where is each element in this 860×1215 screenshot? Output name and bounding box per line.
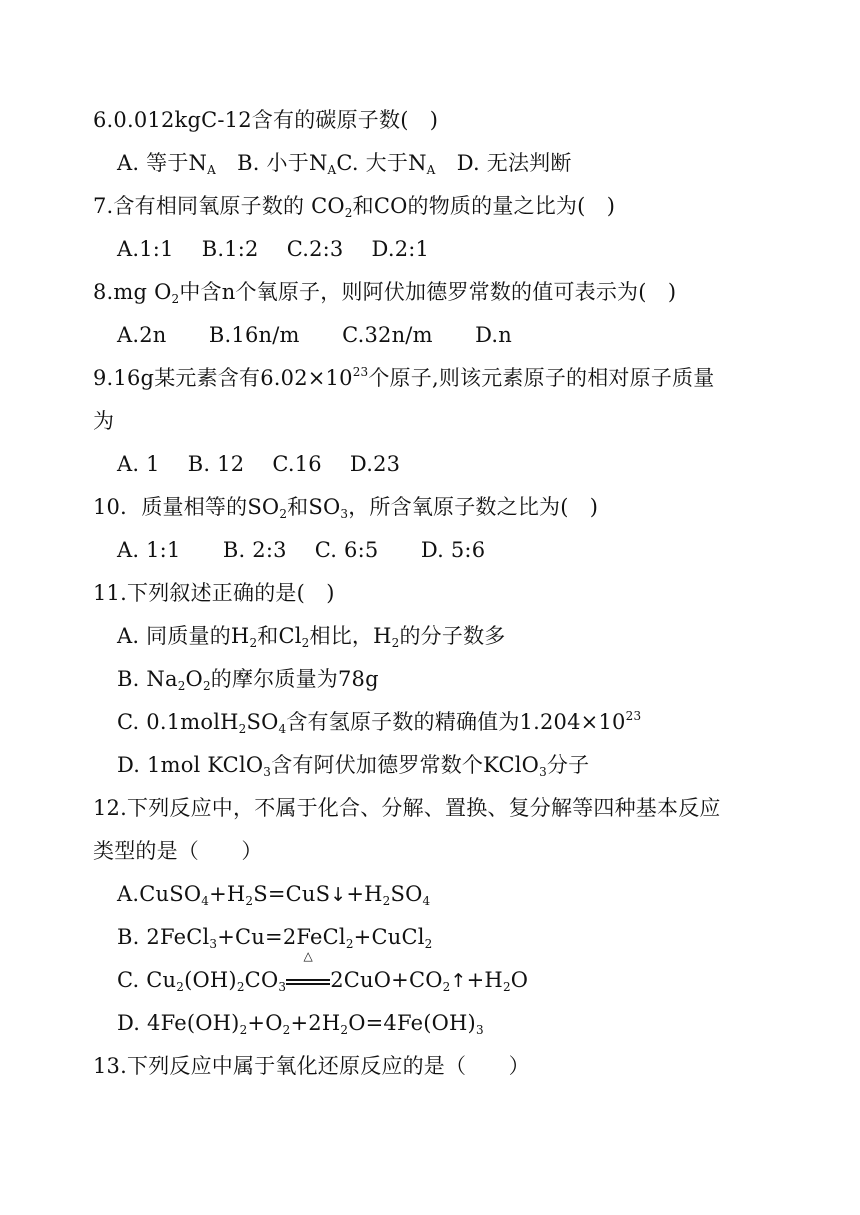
- question-12-stem-line1: 12.下列反应中，不属于化合、分解、置换、复分解等四种基本反应: [93, 796, 721, 820]
- question-10-stem: 10．质量相等的$SO_2$和$SO_3$，所含氧原子数之比为( ): [93, 495, 599, 521]
- question-13-stem: 13.下列反应中属于氧化还原反应的是（ ）: [93, 1054, 530, 1078]
- question-11-option-b: B. $Na_2O_2$的摩尔质量为78g: [117, 667, 379, 693]
- question-12-option-a: $A.CuSO_4+H_2S=CuS↓+H_2SO_4$: [117, 882, 431, 908]
- question-8-options: A.2n B.16n/m C.32n/m D.n: [117, 323, 512, 347]
- question-12-option-b: B. 2FeCl$_3$+Cu=2FeCl$_2$+CuCl$_2$: [117, 925, 433, 951]
- question-9-stem-line2: 为: [93, 409, 115, 433]
- question-8-stem: 8.mg $O_2$中含n个氧原子，则阿伏加德罗常数的值可表示为( ): [93, 280, 677, 306]
- question-11-stem: 11.下列叙述正确的是( ): [93, 581, 335, 605]
- question-11-option-c: C. $0.1molH_2SO_4$含有氢原子数的精确值为$1.204\times 10^{23}$: [117, 709, 642, 736]
- precipitate-arrow-icon: ↓: [330, 884, 347, 906]
- question-12-stem-line2: 类型的是（ ）: [93, 839, 263, 863]
- question-7-stem: 7.含有相同氧原子数的 $CO_2$和CO的物质的量之比为( ): [93, 194, 616, 220]
- question-6-stem: 6.0.012kgC-12含有的碳原子数( ): [93, 108, 439, 132]
- question-9-options: A. 1 B. 12 C.16 D.23: [117, 452, 401, 476]
- question-9-stem-line1: 9.16g某元素含有$6.02\times 10^{23}$个原子,则该元素原子的相对原子质量: [93, 365, 715, 390]
- question-12-option-c: C. $Cu_2(OH)_2CO_3$ △ $2CuO+CO_2↑+H_2O$: [117, 949, 529, 994]
- question-11-option-d: D. 1mol KClO$_3$含有阿伏加德罗常数个KClO$_3$分子: [117, 753, 590, 779]
- heating-condition: [286, 949, 330, 994]
- heat-triangle-icon: △: [303, 949, 313, 963]
- question-6-options: A. 等于$N_A$ B. 小于$N_AC$. 大于$N_A$ D. 无法判断: [117, 151, 572, 177]
- gas-arrow-icon: ↑: [450, 970, 467, 992]
- double-equals-sign: [286, 979, 330, 985]
- question-12-option-d: D. $4Fe(OH)_2+O_2+2H_2O=4Fe(OH)_3$: [117, 1011, 484, 1037]
- question-10-options: A. 1:1 B. 2:3 C. 6:5 D. 5:6: [117, 538, 486, 562]
- question-11-option-a: A. 同质量的$H_2$和$Cl_2$相比，$H_2$的分子数多: [117, 624, 506, 650]
- question-7-options: A.1:1 B.1:2 C.2:3 D.2:1: [117, 237, 430, 261]
